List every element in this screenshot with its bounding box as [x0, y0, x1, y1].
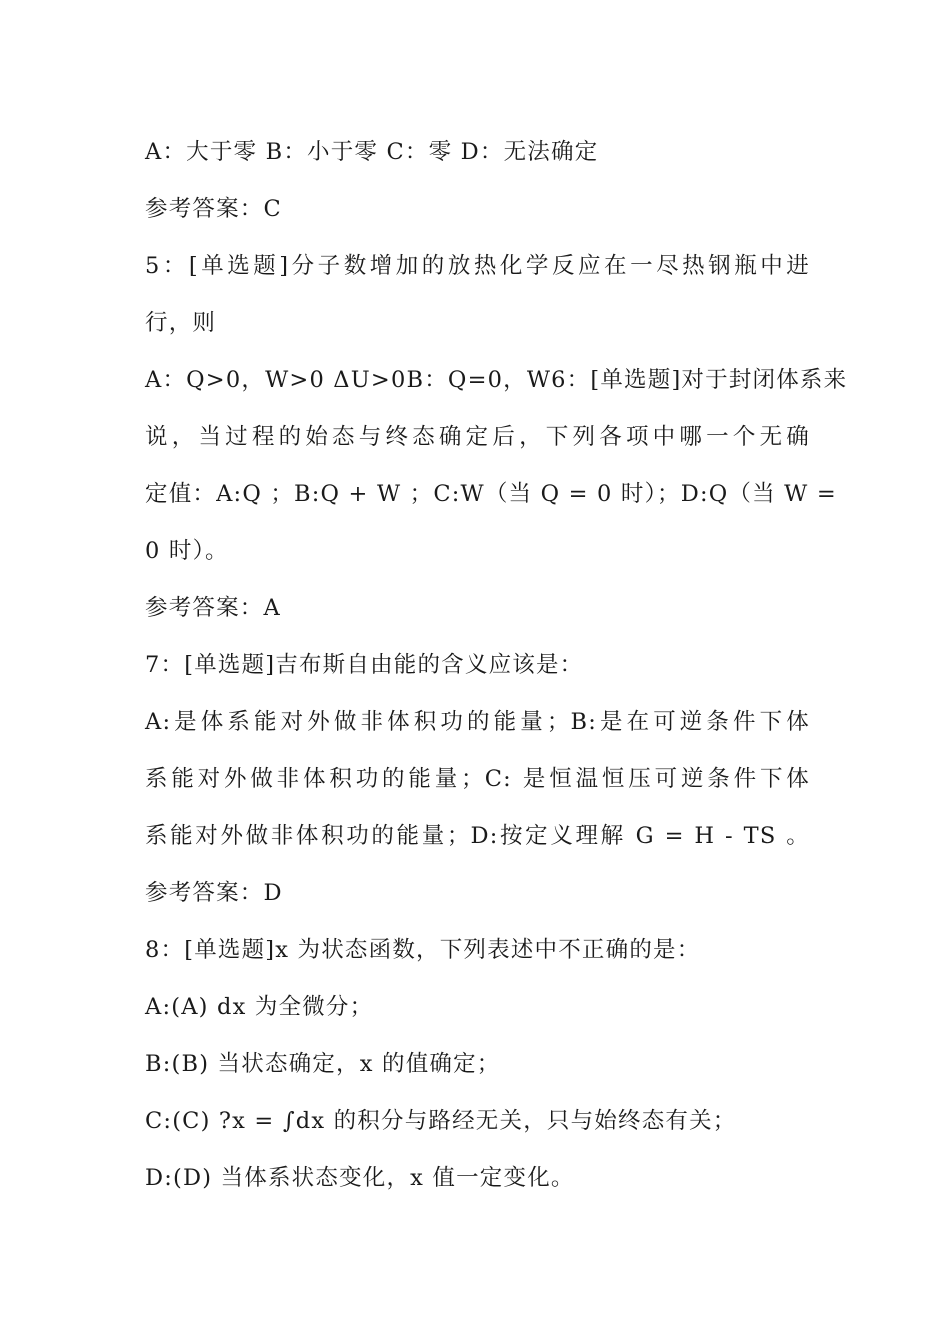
answer-q6: 参考答案：A: [145, 595, 281, 621]
options-q6-line-1: 定值：A:Q ；B:Q + W ；C:W（当 Q = 0 时）；D:Q（当 W =: [145, 481, 837, 507]
question-8: 8：[单选题]x 为状态函数，下列表述中不正确的是：: [145, 937, 701, 963]
question-7: 7：[单选题]吉布斯自由能的含义应该是：: [145, 652, 584, 678]
options-q5-line-1: A：Q>0，W>0 ΔU>0B：Q=0，W6：[单选题]对于封闭体系来: [145, 367, 848, 393]
options-q7-line-2: 系能对外做非体积功的能量；C: 是恒温恒压可逆条件下体: [145, 766, 810, 792]
option-q8-b: B:(B) 当状态确定，x 的值确定；: [145, 1051, 501, 1077]
options-q6-line-2: 0 时）。: [145, 538, 229, 564]
option-q8-d: D:(D) 当体系状态变化，x 值一定变化。: [145, 1165, 575, 1191]
question-6-line-2: 说，当过程的始态与终态确定后，下列各项中哪一个无确: [145, 424, 810, 450]
answer-q4: 参考答案：C: [145, 196, 282, 222]
option-q8-a: A:(A) dx 为全微分；: [145, 994, 374, 1020]
question-5-line-1: 5：[单选题]分子数增加的放热化学反应在一尽热钢瓶中进: [145, 253, 810, 279]
options-q7-line-3: 系能对外做非体积功的能量；D:按定义理解 G = H - TS 。: [145, 823, 810, 849]
question-5-line-2: 行，则: [145, 310, 217, 336]
options-q4: A：大于零 B：小于零 C：零 D：无法确定: [145, 139, 599, 165]
option-q8-c: C:(C) ?x = ∫dx 的积分与路经无关，只与始终态有关；: [145, 1108, 737, 1134]
answer-q7: 参考答案：D: [145, 880, 283, 906]
options-q7-line-1: A:是体系能对外做非体积功的能量；B:是在可逆条件下体: [145, 709, 810, 735]
